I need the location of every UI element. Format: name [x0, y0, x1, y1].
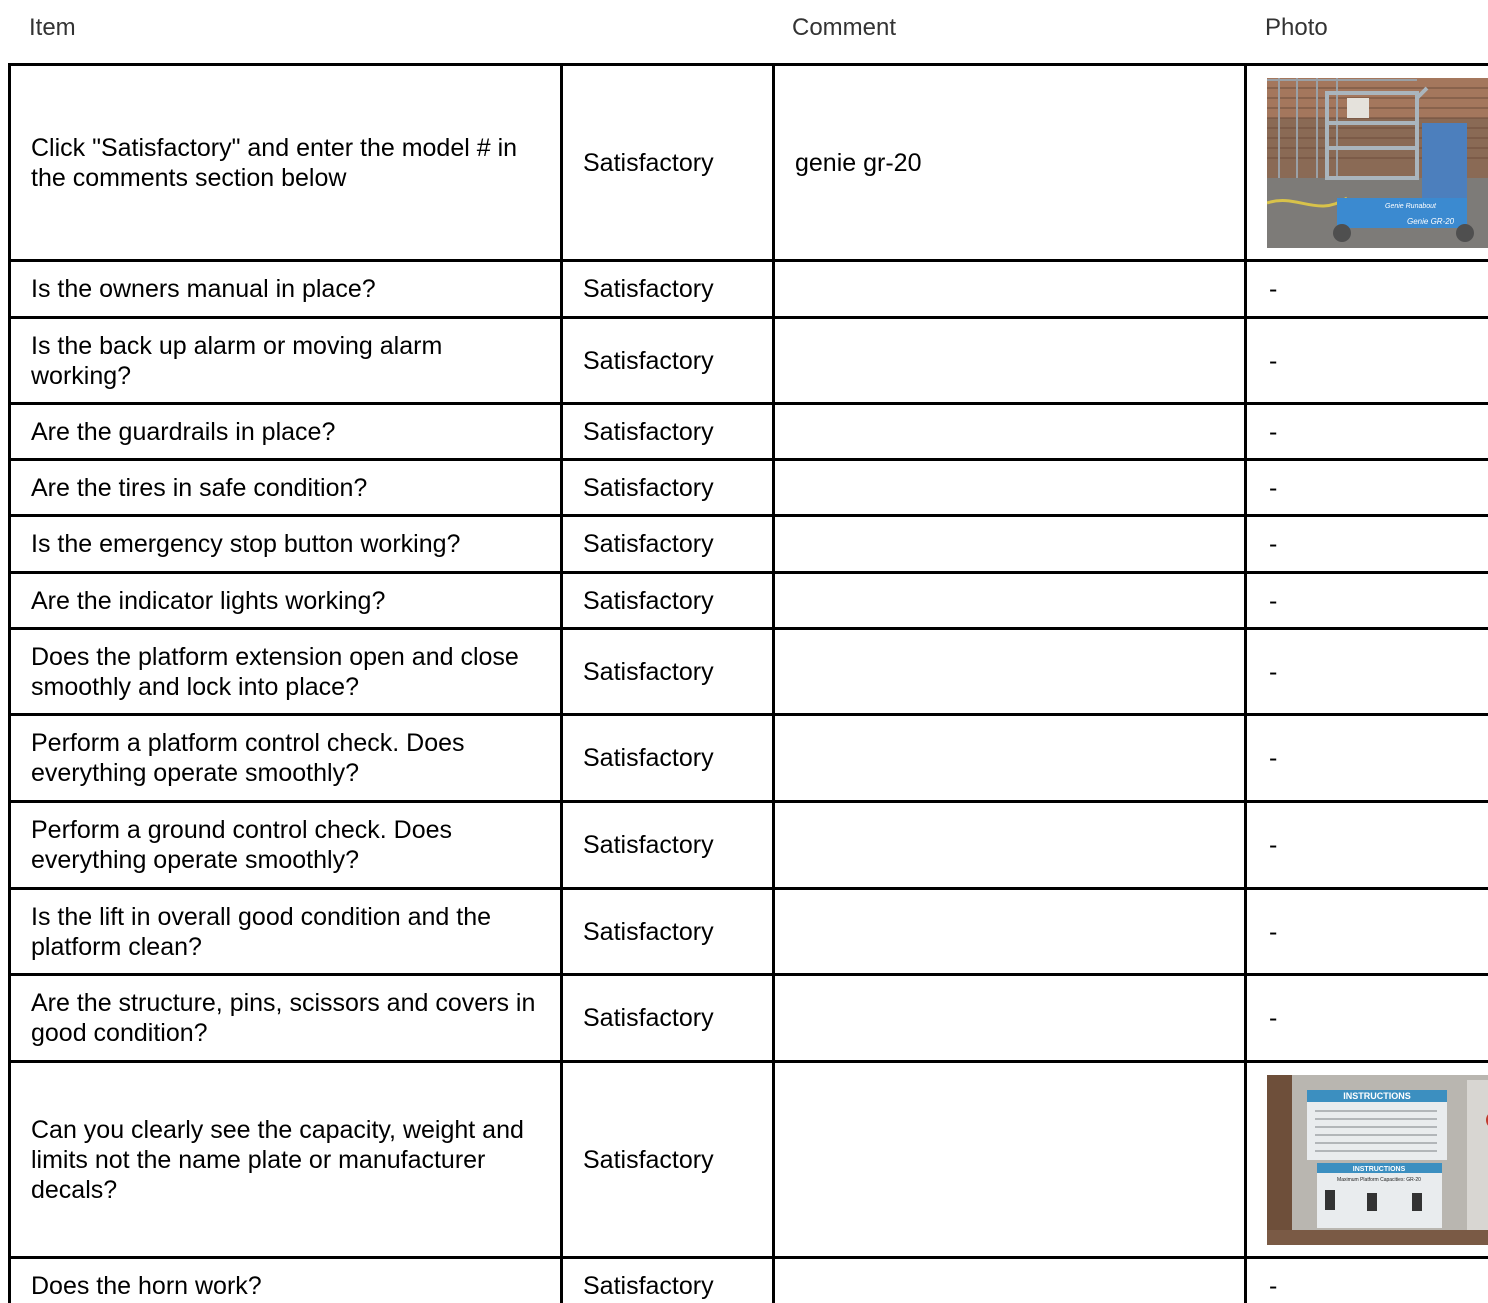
comment-cell: [774, 715, 1246, 802]
photo-cell: [1246, 1062, 1488, 1258]
lift-photo[interactable]: [1267, 78, 1488, 248]
table-row: [10, 516, 1488, 573]
status-cell: Satisfactory: [562, 1062, 774, 1258]
item-cell: Is the emergency stop button working?: [10, 516, 562, 573]
table-row: [10, 404, 1488, 460]
photo-placeholder: -: [1269, 917, 1278, 946]
status-cell: Satisfactory: [562, 65, 774, 261]
photo-placeholder: -: [1269, 346, 1278, 375]
photo-cell: [1246, 889, 1488, 975]
photo-cell: [1246, 573, 1488, 629]
item-cell: Perform a ground control check. Does everything operate smoothly?: [10, 802, 562, 889]
photo-cell: [1246, 802, 1488, 889]
table-row: [10, 261, 1488, 318]
item-cell: Is the back up alarm or moving alarm working?: [10, 318, 562, 404]
comment-cell: [774, 975, 1246, 1062]
photo-cell: [1246, 516, 1488, 573]
photo-cell: [1246, 460, 1488, 516]
decal-subtitle: INSTRUCTIONS: [1352, 1165, 1406, 1173]
photo-cell: [1246, 975, 1488, 1062]
photo-placeholder: -: [1269, 275, 1278, 303]
photo-placeholder: -: [1269, 530, 1278, 558]
item-cell: Does the platform extension open and close smoothly and lock into place?: [10, 629, 562, 715]
photo-placeholder: -: [1269, 586, 1278, 615]
item-cell: Click "Satisfactory" and enter the model # in the comments section below: [10, 65, 562, 261]
table-row: [10, 1258, 1488, 1303]
photo-cell: [1246, 65, 1488, 261]
column-header-item: Item: [29, 14, 76, 41]
status-cell: Satisfactory: [562, 1258, 774, 1303]
status-cell: Satisfactory: [562, 318, 774, 404]
item-cell: Are the tires in safe condition?: [10, 460, 562, 516]
table-row: [10, 629, 1488, 715]
table-row: [10, 573, 1488, 629]
comment-cell: [774, 516, 1246, 573]
status-cell: Satisfactory: [562, 889, 774, 975]
status-cell: Satisfactory: [562, 802, 774, 889]
item-cell: Does the horn work?: [10, 1258, 562, 1303]
photo-placeholder: -: [1269, 417, 1278, 446]
column-header-comment: Comment: [792, 14, 897, 41]
item-cell: Are the indicator lights working?: [10, 573, 562, 629]
table-row: [10, 460, 1488, 516]
status-cell: Satisfactory: [562, 975, 774, 1062]
decal-photo-image: [1267, 1075, 1488, 1245]
comment-cell: [774, 404, 1246, 460]
photo-cell: [1246, 629, 1488, 715]
item-cell: Can you clearly see the capacity, weight and limits not the name plate or manufacturer decals?: [10, 1062, 562, 1258]
comment-cell: [774, 318, 1246, 404]
item-cell: Are the structure, pins, scissors and covers in good condition?: [10, 975, 562, 1062]
comment-cell: [774, 889, 1246, 975]
status-cell: Satisfactory: [562, 715, 774, 802]
status-cell: Satisfactory: [562, 516, 774, 573]
comment-cell: [774, 1258, 1246, 1303]
photo-cell: [1246, 261, 1488, 318]
decal-title: INSTRUCTIONS: [1343, 1090, 1411, 1101]
photo-cell: [1246, 715, 1488, 802]
table-row: [10, 1062, 1488, 1258]
table-row: [10, 889, 1488, 975]
photo-placeholder: -: [1269, 744, 1278, 772]
item-cell: Is the owners manual in place?: [10, 261, 562, 318]
photo-placeholder: -: [1269, 1004, 1278, 1032]
item-cell: Is the lift in overall good condition and the platform clean?: [10, 889, 562, 975]
photo-placeholder: -: [1269, 1272, 1278, 1300]
table-row: [10, 318, 1488, 404]
lift-brand-label: Genie Runabout: [1385, 202, 1436, 210]
comment-cell: [774, 629, 1246, 715]
comment-cell: genie gr-20: [774, 65, 1246, 261]
lift-model-label: Genie GR-20: [1407, 216, 1455, 226]
status-cell: Satisfactory: [562, 460, 774, 516]
status-cell: Satisfactory: [562, 629, 774, 715]
comment-cell: [774, 802, 1246, 889]
comment-cell: [774, 1062, 1246, 1258]
comment-cell: [774, 261, 1246, 318]
decal-photo[interactable]: [1267, 1075, 1488, 1245]
table-header: [0, 0, 1488, 60]
lift-photo-image: [1267, 78, 1488, 248]
table-row: [10, 715, 1488, 802]
table-row: [10, 802, 1488, 889]
photo-placeholder: -: [1269, 657, 1278, 686]
photo-cell: [1246, 404, 1488, 460]
photo-placeholder: -: [1269, 831, 1278, 859]
status-cell: Satisfactory: [562, 404, 774, 460]
column-header-photo: Photo: [1265, 14, 1328, 41]
comment-cell: [774, 573, 1246, 629]
item-cell: Are the guardrails in place?: [10, 404, 562, 460]
photo-cell: [1246, 1258, 1488, 1303]
table-row: [10, 975, 1488, 1062]
photo-placeholder: -: [1269, 473, 1278, 502]
status-cell: Satisfactory: [562, 573, 774, 629]
photo-cell: [1246, 318, 1488, 404]
comment-cell: [774, 460, 1246, 516]
checklist-table: [8, 63, 1488, 1303]
item-cell: Perform a platform control check. Does everything operate smoothly?: [10, 715, 562, 802]
table-row: [10, 65, 1488, 261]
status-cell: Satisfactory: [562, 261, 774, 318]
decal-capacity: Maximum Platform Capacities: GR-20: [1337, 1176, 1421, 1183]
